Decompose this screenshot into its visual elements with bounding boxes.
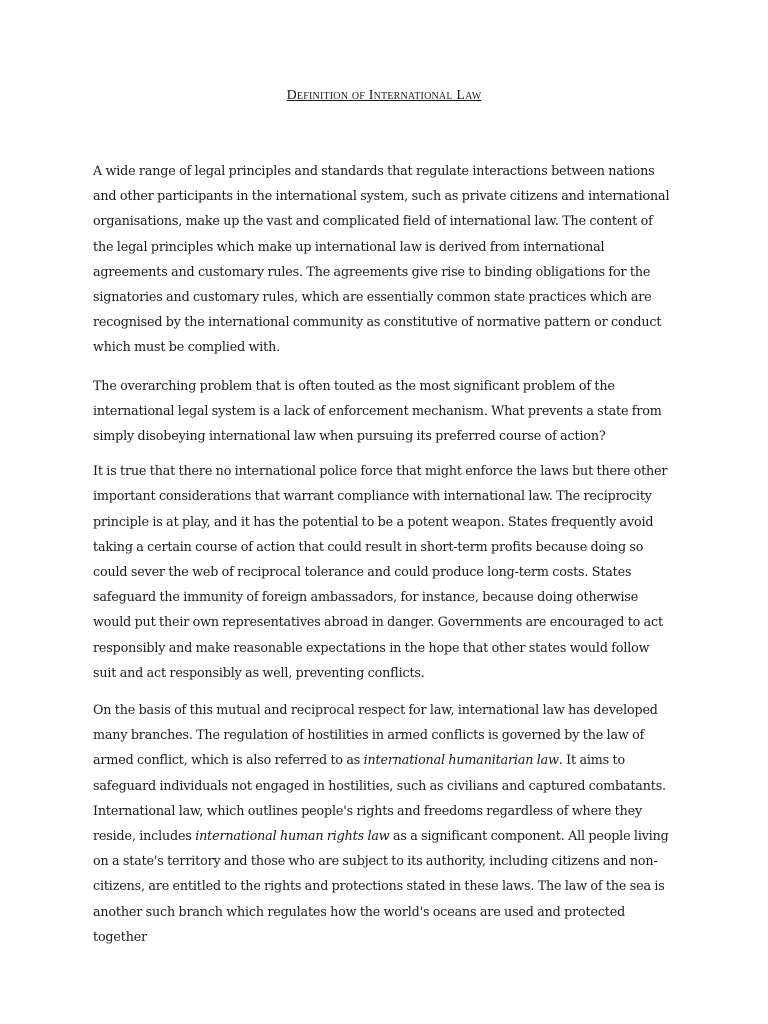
text-segment: . It aims to safeguard individuals not engaged in hostilities, such as civilians and captured combatants. International law, which outlines people's rights and freedoms regardless of where they reside, includes (93, 752, 666, 844)
paragraph (93, 373, 675, 449)
document-title: Definition of International Law (286, 88, 482, 103)
paragraph (93, 158, 675, 360)
text-segment: It is true that there no international police force that might enforce the laws but there other important considerations that warrant compliance with international law. The reciprocity principle is at play, and it has the potential to be a potent weapon. States frequently avoid taking a certain course of action that could result in short-term profits because doing so could sever the web of reciprocal tolerance and could produce long-term costs. States safeguard the immunity of foreign ambassadors, for instance, because doing otherwise would put their own representatives abroad in danger. Governments are encouraged to act responsibly and make reasonable expectations in the hope that other states would follow suit and act responsibly as well, preventing conflicts. (93, 463, 668, 680)
italic-term: international humanitarian law (363, 752, 559, 768)
text-segment: The overarching problem that is often touted as the most significant problem of the international legal system is a lack of enforcement mechanism. What prevents a state from simply disobeying international law when pursuing its preferred course of action? (93, 377, 662, 444)
paragraph (93, 458, 675, 685)
document-body (93, 158, 675, 962)
italic-term: international human rights law (195, 828, 390, 844)
text-segment: A wide range of legal principles and standards that regulate interactions between nations and other participants in the international system, such as private citizens and international organisations, make up the vast and complicated field of international law. The content of the legal principles which make up international law is derived from international agreements and customary rules. The agreements give rise to binding obligations for the signatories and customary rules, which are essentially common state practices which are recognised by the international community as constitutive of normative pattern or conduct which must be complied with. (93, 163, 670, 355)
text-segment: as a significant component. All people living on a state's territory and those who are subject to its authority, including citizens and non-citizens, are entitled to the rights and protections stated in these laws. The law of the sea is another such branch which regulates how the world's oceans are used and protected together (93, 828, 669, 944)
paragraph (93, 697, 675, 949)
text-segment: On the basis of this mutual and reciprocal respect for law, international law has developed many branches. The regulation of hostilities in armed conflicts is governed by the law of armed conflict, which is also referred to as (93, 702, 658, 768)
